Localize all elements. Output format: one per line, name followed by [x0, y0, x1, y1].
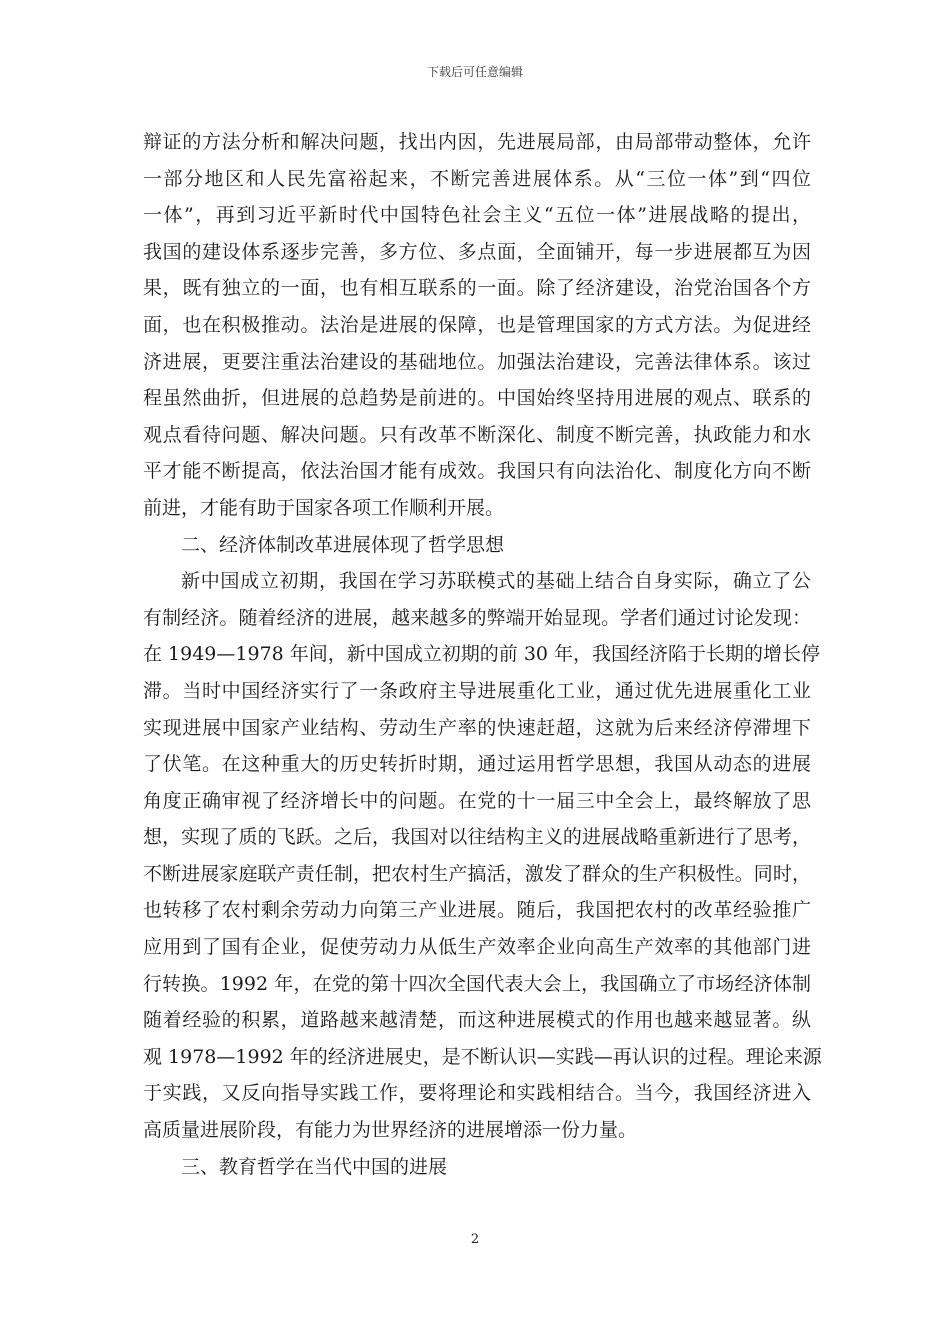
body-line: 于实践，又反向指导实践工作，要将理论和实践相结合。当今，我国经济进入: [143, 1082, 811, 1105]
section-heading-education-philosophy: 三、教育哲学在当代中国的进展: [181, 1155, 448, 1178]
body-line: 济进展，更要注重法治建设的基础地位。加强法治建设，完善法律体系。该过: [143, 350, 811, 373]
section-heading-economic-reform: 二、经济体制改革进展体现了哲学思想: [181, 533, 505, 556]
body-line: 观 1978—1992 年的经济进展史，是不断认识—实践—再认识的过程。理论来源: [143, 1045, 822, 1068]
body-line: 想，实现了质的飞跃。之后，我国对以往结构主义的进展战略重新进行了思考，: [143, 826, 811, 849]
body-line: 也转移了农村剩余劳动力向第三产业进展。随后，我国把农村的改革经验推广: [143, 899, 811, 922]
body-line: 有制经济。随着经济的进展，越来越多的弊端开始显现。学者们通过讨论发现：: [143, 606, 811, 629]
body-line: 面，也在积极推动。法治是进展的保障，也是管理国家的方式方法。为促进经: [143, 313, 811, 336]
body-line: 滞。当时中国经济实行了一条政府主导进展重化工业，通过优先进展重化工业: [143, 679, 811, 702]
body-line: 了伏笔。在这种重大的历史转折时期，通过运用哲学思想，我国从动态的进展: [143, 753, 811, 776]
body-line: 新中国成立初期，我国在学习苏联模式的基础上结合自身实际，确立了公: [181, 570, 811, 593]
body-line: 不断进展家庭联产责任制，把农村生产搞活，激发了群众的生产积极性。同时，: [143, 862, 811, 885]
body-line: 观点看待问题、解决问题。只有改革不断深化、制度不断完善，执政能力和水: [143, 423, 811, 446]
page-number: 2: [470, 1232, 480, 1247]
body-line: 角度正确审视了经济增长中的问题。在党的十一届三中全会上，最终解放了思: [143, 789, 811, 812]
body-line: 我国的建设体系逐步完善，多方位、多点面，全面铺开，每一步进展都互为因: [143, 240, 811, 263]
document-body: [143, 124, 822, 1185]
body-line: 辩证的方法分析和解决问题，找出内因，先进展局部，由局部带动整体，允许: [143, 131, 811, 153]
body-line: 平才能不断提高，依法治国才能有成效。我国只有向法治化、制度化方向不断: [143, 460, 811, 483]
body-line: 实现进展中国家产业结构、劳动生产率的快速赶超，这就为后来经济停滞埋下: [143, 716, 811, 739]
body-line: 一部分地区和人民先富裕起来，不断完善进展体系。从“三位一体”到“四位: [143, 167, 811, 190]
body-line: 应用到了国有企业，促使劳动力从低生产效率企业向高生产效率的其他部门进: [143, 936, 811, 959]
body-line: 果，既有独立的一面，也有相互联系的一面。除了经济建设，治党治国各个方: [143, 277, 811, 300]
body-line: 高质量进展阶段，有能力为世界经济的进展增添一份力量。: [143, 1119, 638, 1142]
body-line: 前进，才能有助于国家各项工作顺利开展。: [143, 496, 505, 519]
body-line: 行转换。1992 年，在党的第十四次全国代表大会上，我国确立了市场经济体制: [143, 972, 811, 995]
page-header: 下载后可任意编辑: [426, 65, 523, 79]
body-line: 在 1949—1978 年间，新中国成立初期的前 30 年，我国经济陷于长期的增长停: [143, 643, 821, 666]
body-line: 程虽然曲折，但进展的总趋势是前进的。中国始终坚持用进展的观点、联系的: [143, 387, 811, 410]
body-line: 一体”，再到习近平新时代中国特色社会主义“五位一体”进展战略的提出，: [143, 204, 811, 227]
body-line: 随着经验的积累，道路越来越清楚，而这种进展模式的作用也越来越显著。纵: [143, 1009, 811, 1032]
